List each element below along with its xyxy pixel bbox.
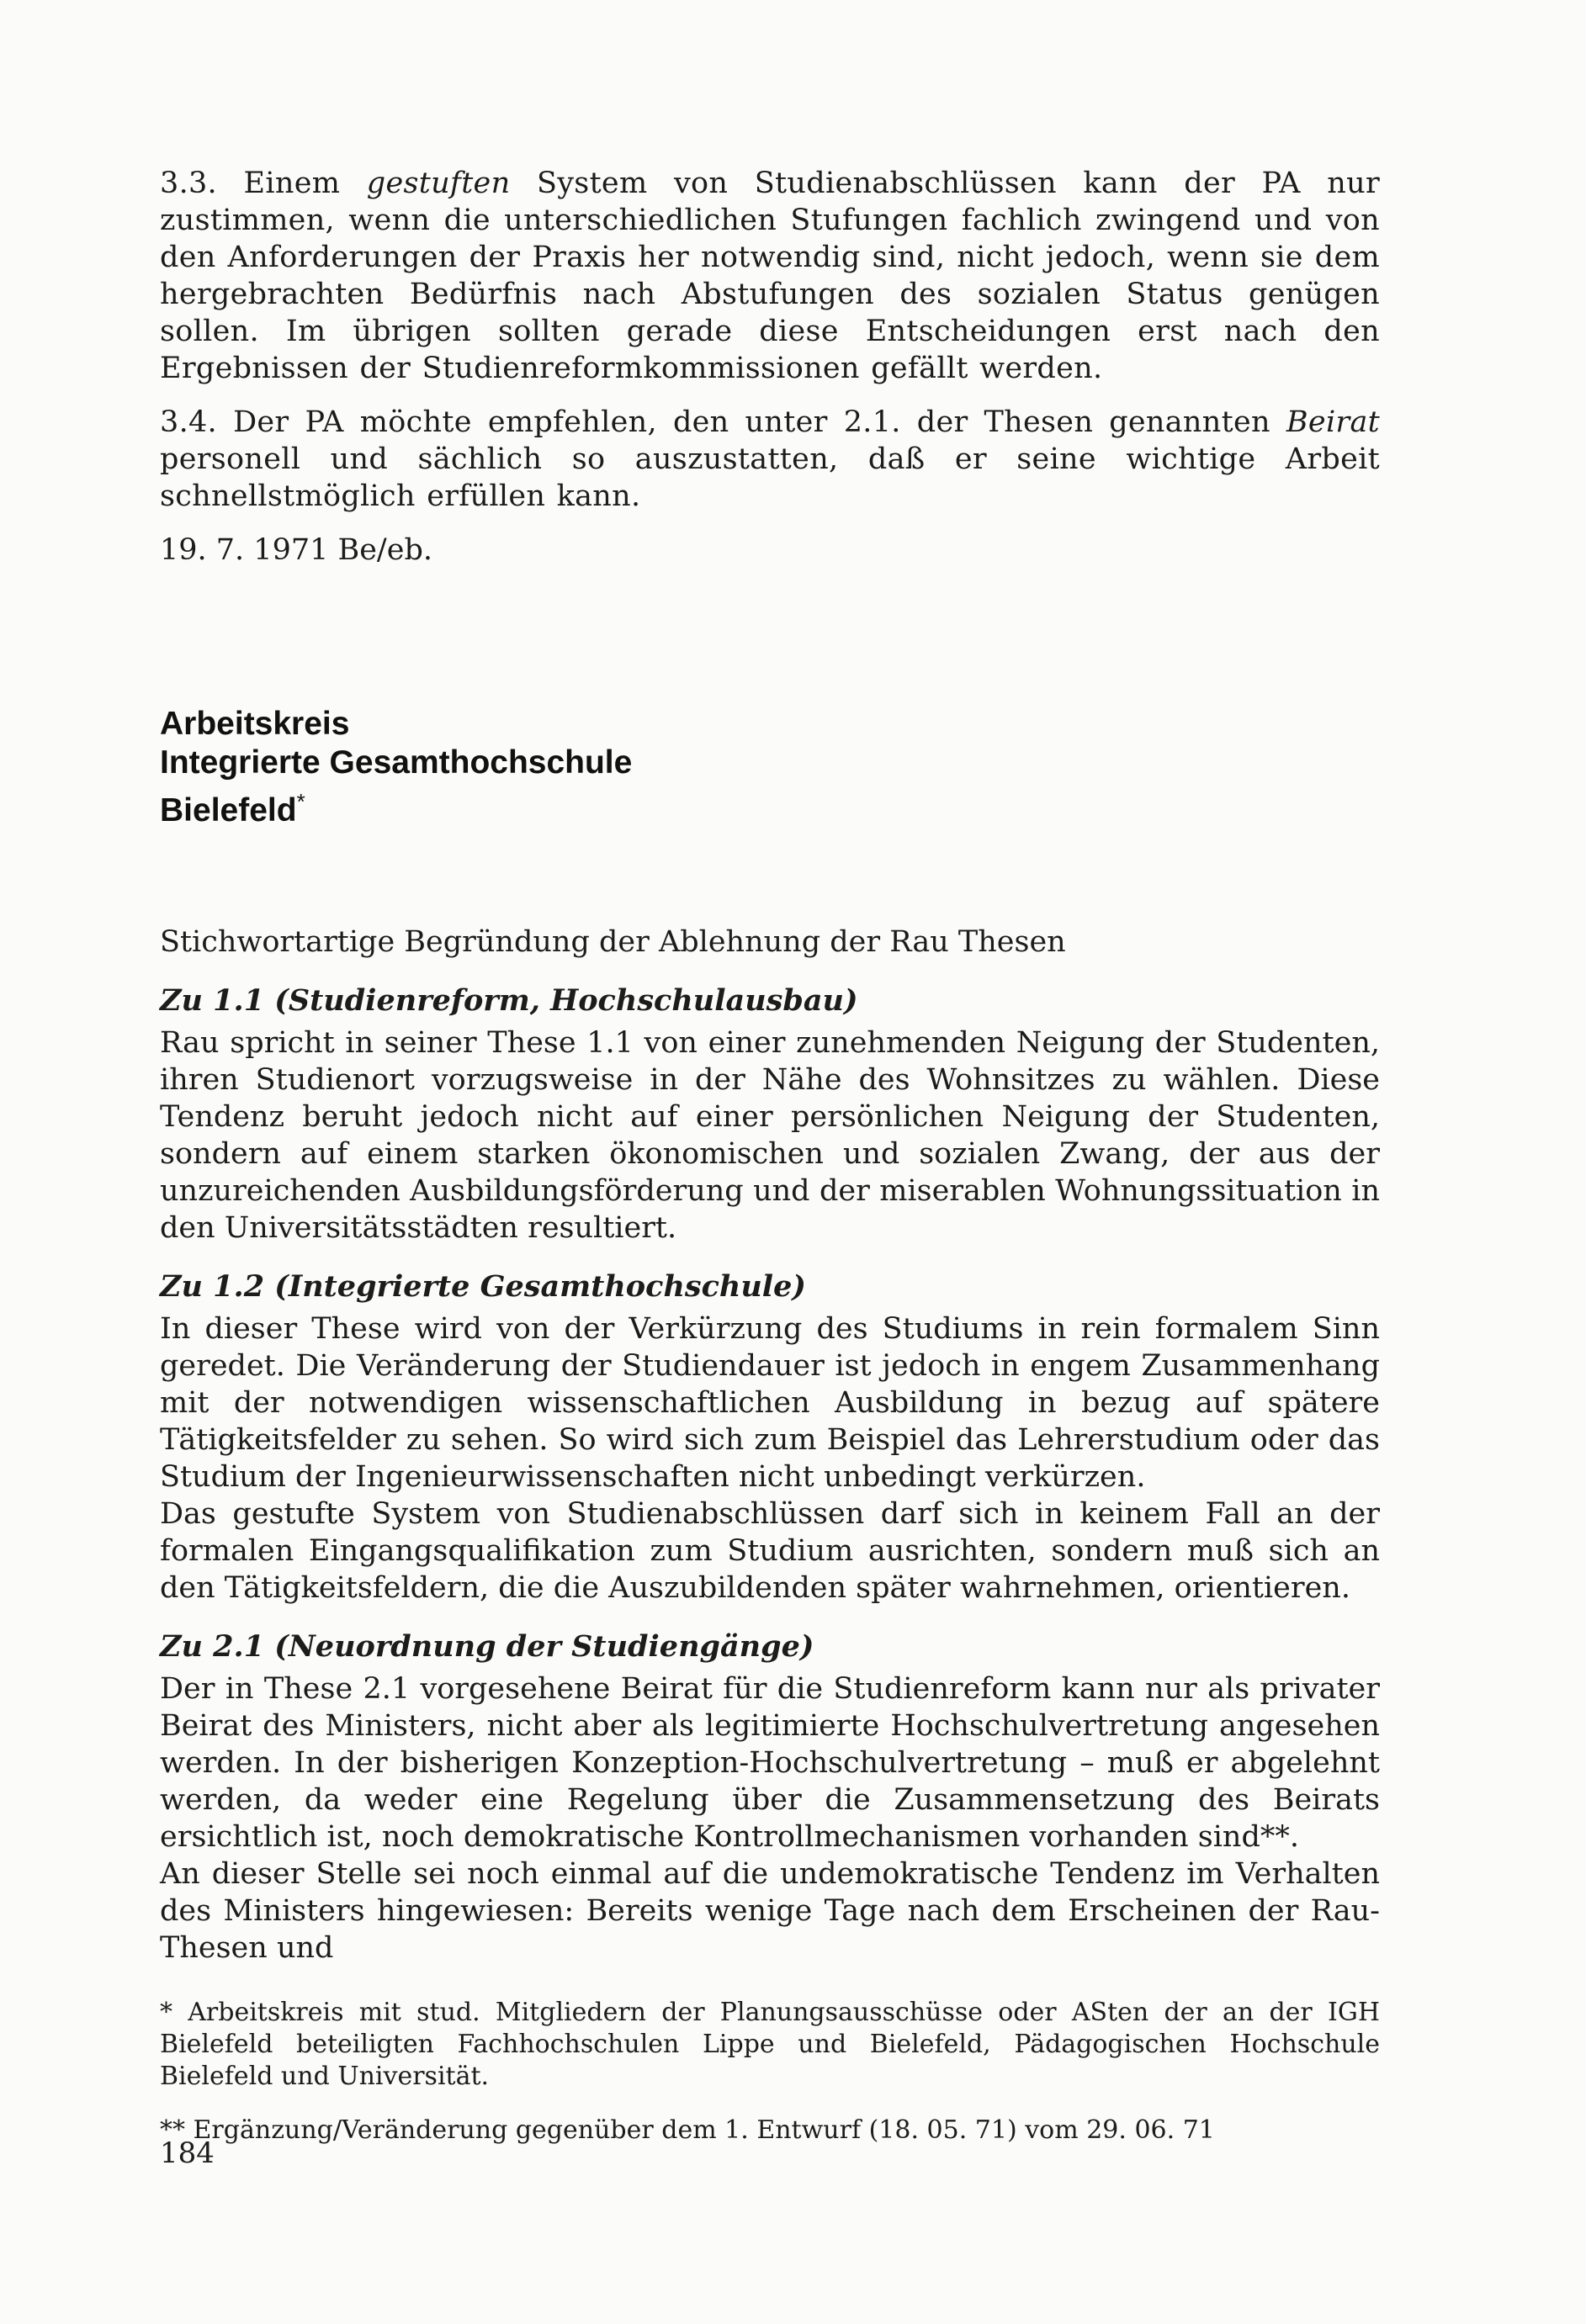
page-number: 184: [160, 2136, 215, 2170]
paragraph-number: 3.3.: [160, 167, 217, 200]
paragraph-text: Der PA möchte empfehlen, den unter 2.1. der Thesen genannten: [233, 405, 1270, 439]
paragraph: An dieser Stelle sei noch einmal auf die undemokratische Tendenz im Verhalten des Ministers hingewiesen: Bereits wenige Tage nach dem Erscheinen der Rau-Thesen und: [160, 1857, 1380, 1965]
footnote-marker: *: [296, 789, 305, 814]
footnote: * Arbeitskreis mit stud. Mitgliedern der Planungsausschüsse oder ASten der an der IGH Bielefeld beteiligten Fachhochschulen Lippe und Bielefeld, Pädagogischen Hochschule Bielefeld und Universität.: [160, 1998, 1380, 2091]
footnote: ** Ergänzung/Veränderung gegenüber dem 1. Entwurf (18. 05. 71) vom 29. 06. 71: [160, 2115, 1215, 2145]
thesis-responses: [160, 165, 1380, 569]
paragraph-text: Einem: [243, 167, 341, 200]
document-page: [160, 0, 1380, 2324]
subheading-1-1: Zu 1.1 (Studienreform, Hochschulausbau): [160, 983, 858, 1018]
paragraph-3-3: [160, 165, 1380, 387]
paragraph: Rau spricht in seiner These 1.1 von einer zunehmenden Neigung der Studenten, ihren Studienort vorzugsweise in der Nähe des Wohnsitzes zu wählen. Diese Tendenz beruht jedoch nicht auf einer persönlichen Neigung der Studenten, sondern auf einem starken ökonomischen und sozialen Zwang, der aus der unzureichenden Ausbildungsförderung und der miserablen Wohnungssituation in den Universitätsstädten resultiert.: [160, 1026, 1380, 1245]
date-line: 19. 7. 1971 Be/eb.: [160, 533, 432, 567]
heading-line-3: [160, 782, 632, 830]
heading-line-3-text: Bielefeld: [160, 792, 297, 828]
section-heading: [160, 705, 632, 830]
emphasis-text: gestuften: [366, 167, 511, 200]
heading-line-2: Integrierte Gesamthochschule: [160, 744, 633, 781]
paragraph-text: personell und sächlich so auszustatten, daß er seine wichtige Arbeit schnellstmöglich erfüllen kann.: [160, 442, 1380, 513]
heading-line-1: Arbeitskreis: [160, 706, 350, 742]
paragraph-text: System von Studienabschlüssen kann der PA nur zustimmen, wenn die unterschiedlichen Stufungen fachlich zwingend und von den Anforderungen der Praxis her notwendig sind, nicht jedoch, wenn sie dem hergebrachten Bedürfnis nach Abstufungen des sozialen Status genügen sollen. Im übrigen sollten gerade diese Entscheidungen erst nach den Ergebnissen der Studienreformkommissionen gefällt werden.: [160, 167, 1380, 385]
body-text: [160, 924, 1380, 1967]
paragraph: In dieser These wird von der Verkürzung des Studiums in rein formalem Sinn geredet. Die Veränderung der Studiendauer ist jedoch in engem Zusammenhang mit der notwendigen wissenschaftlichen Ausbildung in bezug auf spätere Tätigkeitsfelder zu sehen. So wird sich zum Beispiel das Lehrerstudium oder das Studium der Ingenieurwissenschaften nicht unbedingt verkürzen.: [160, 1312, 1380, 1494]
footnotes: [160, 1997, 1380, 2147]
subheading-1-2: Zu 1.2 (Integrierte Gesamthochschule): [160, 1269, 806, 1304]
intro-line: Stichwortartige Begründung der Ablehnung der Rau Thesen: [160, 925, 1066, 959]
paragraph: Der in These 2.1 vorgesehene Beirat für die Studienreform kann nur als privater Beirat des Ministers, nicht aber als legitimierte Hochschulvertretung angesehen werden. In der bisherigen Konzeption-Hochschulvertretung – muß er abgelehnt werden, da weder eine Regelung über die Zusammensetzung des Beirats ersichtlich ist, noch demokratische Kontrollmechanismen vorhanden sind**.: [160, 1672, 1380, 1854]
paragraph: Das gestufte System von Studienabschlüssen darf sich in keinem Fall an der formalen Eingangsqualifikation zum Studium ausrichten, sondern muß sich an den Tätigkeitsfeldern, die die Auszubildenden später wahrnehmen, orientieren.: [160, 1497, 1380, 1605]
paragraph-number: 3.4.: [160, 405, 217, 439]
paragraph-3-4: [160, 404, 1380, 515]
emphasis-text: Beirat: [1286, 405, 1380, 439]
subheading-2-1: Zu 2.1 (Neuordnung der Studiengänge): [160, 1629, 814, 1664]
